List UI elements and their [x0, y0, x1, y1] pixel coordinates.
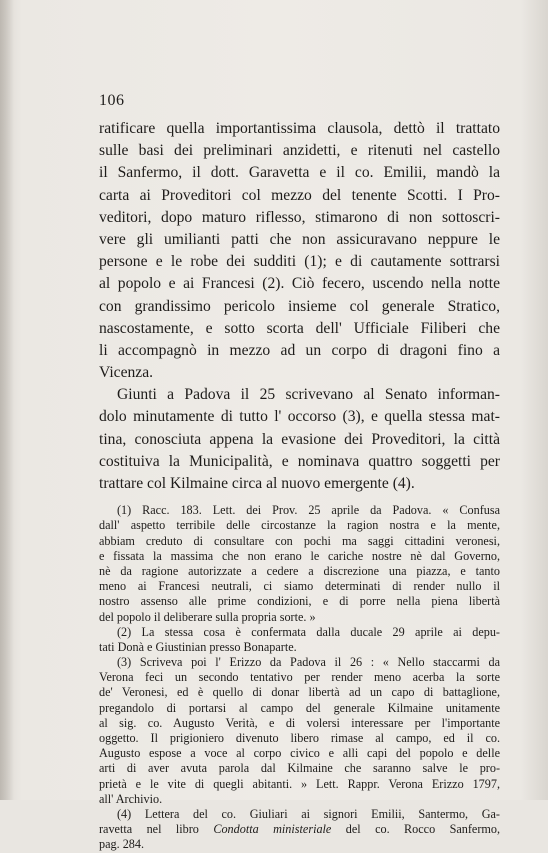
footnote-line: meno ai Francesi neutrali, ci siamo determinati di render nullo il — [99, 579, 500, 594]
footnote-line: nè da ragione autorizzate a cedere a discrezione una piazza, e tanto — [99, 563, 500, 578]
text-line: carta ai Proveditori col mezzo del tenente Scotti. I Pro- — [99, 186, 500, 204]
footnote-line: pag. 284. — [99, 837, 145, 852]
footnote-text: ravetta nel libro — [99, 822, 199, 837]
paragraph-2 — [99, 384, 500, 495]
footnote-line: dall' aspetto terribile delle circostanze la ragion nostra e la mente, — [99, 518, 500, 533]
footnote-line: Verona feci un secondo tentativo per render meno acerba la sorte — [99, 670, 500, 685]
footnote-line: arti di aver avuta parola dal Kilmaine che saranno salve le pro- — [99, 761, 500, 776]
text-line: trattare col Kilmaine circa al nuovo emergente (4). — [99, 475, 415, 492]
text-line: costituiva la Municipalità, e nominava quattro soggetti per — [99, 452, 500, 470]
footnote-line: (2) La stessa cosa è confermata dalla ducale 29 aprile ai depu- — [117, 624, 500, 639]
text-line: nascostamente, e sotto scorta dell' Ufficiale Filiberi che — [99, 319, 500, 337]
text-line: ratificare quella importantissima clausola, dettò il trattato — [99, 120, 500, 137]
page-number: 106 — [99, 92, 125, 109]
text-line: tina, conosciuta appena la evasione dei Proveditori, la città — [99, 430, 500, 448]
text-line: li accompagnò in mezzo ad un corpo di dragoni fino a — [99, 341, 500, 359]
footnote-line: prietà e le vite di quegli abitanti. » Lett. Rappr. Verona Erizzo 1797, — [99, 776, 500, 791]
footnote-line: Augusto espose a voce al corpo civico e alli capi del popolo e delle — [99, 746, 500, 761]
text-line: Giunti a Padova il 25 scrivevano al Senato informan- — [117, 386, 500, 404]
footnote-line: de' Veronesi, ed è quello di donar libertà ad un capo di battaglione, — [99, 685, 500, 700]
footnote-line: e fissata la massima che non erano le cariche nostre nè dal Governo, — [99, 548, 500, 563]
footnote-line: tati Donà e Giustinian presso Bonaparte. — [99, 639, 297, 654]
main-text-block — [99, 118, 500, 853]
text-line: vere gli umilianti patti che non assicuravano neppure le — [99, 230, 500, 248]
footnote-line: oggetto. Il prigioniero divenuto libero rimase al campo, ed il co. — [99, 731, 500, 745]
text-line: al popolo e ai Francesi (2). Ciò fecero, uscendo nella notte — [99, 275, 500, 293]
text-line: il Sanfermo, il dott. Garavetta e il co. Emilii, mandò la — [99, 164, 500, 182]
text-line: con grandissimo pericolo insieme col generale Stratico, — [99, 297, 500, 315]
footnote-text: del co. Rocco Sanfermo, — [345, 822, 501, 837]
footnote-line: (3) Scriveva poi l' Erizzo da Padova il 26 : « Nello staccarmi da — [117, 655, 500, 670]
text-line: persone e le robe dei sudditi (1); e di cautamente sottrarsi — [99, 253, 500, 271]
book-title: Condotta ministeriale — [213, 822, 332, 837]
paragraph-1 — [99, 118, 500, 384]
footnotes — [99, 503, 500, 852]
footnote-line: pregandolo di portarsi al campo del generale Kilmaine unitamente — [99, 700, 500, 715]
text-line: sulle basi dei preliminari anzidetti, e ritenuti nel castello — [99, 142, 500, 160]
footnote-line: (1) Racc. 183. Lett. dei Prov. 25 aprile da Padova. « Confusa — [117, 503, 500, 518]
page-gutter-shadow — [0, 0, 14, 800]
footnote-line — [99, 822, 500, 837]
footnote-line: del popolo il deliberare sulla propria sorte. » — [99, 609, 316, 624]
footnote-line: all' Archivio. — [99, 791, 163, 806]
footnote-line: (4) Lettera del co. Giuliari ai signori Emilii, Santermo, Ga- — [117, 806, 500, 821]
text-line: veditori, dopo maturo riflesso, stimarono di non sottoscri- — [99, 208, 500, 226]
footnote-line: al sig. co. Augusto Verità, e di volersi interessare per l'importante — [99, 715, 500, 730]
footnote-line: abbiam creduto di consultare con pochi ma saggi cittadini veronesi, — [99, 533, 500, 548]
text-line: dolo minutamente di tutto l' occorso (3), e quella stessa mat- — [99, 408, 500, 426]
text-line: Vicenza. — [99, 364, 154, 382]
footnote-line: nostro assenso alle prime condizioni, e di porre nella piena libertà — [99, 594, 500, 609]
